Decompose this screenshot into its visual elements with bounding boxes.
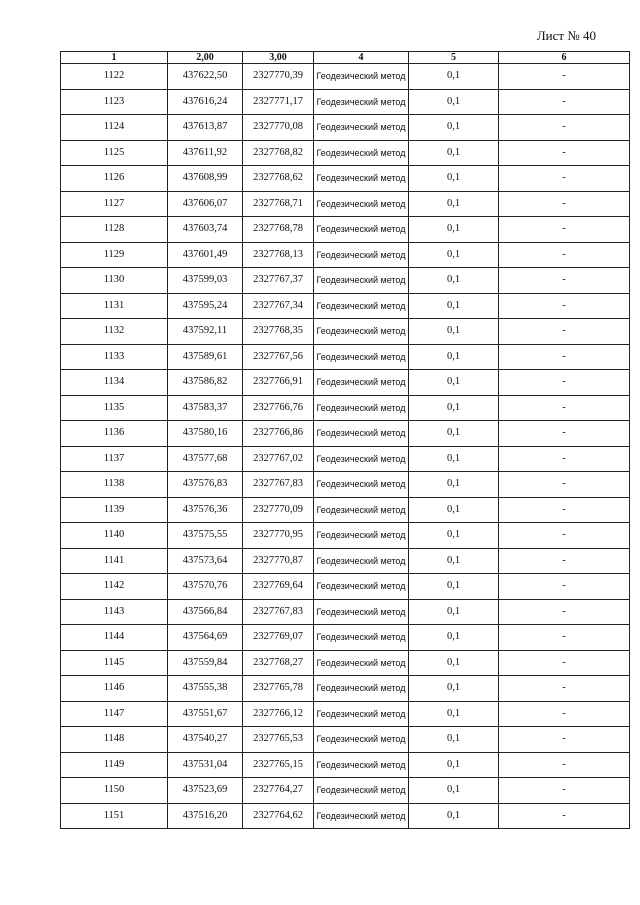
point-number-cell: 1141 — [61, 548, 168, 574]
table-row — [61, 727, 630, 753]
y-coordinate-cell: 2327766,12 — [243, 701, 314, 727]
y-coordinate-cell: 2327770,08 — [243, 115, 314, 141]
table-row — [61, 701, 630, 727]
y-coordinate-cell: 2327764,27 — [243, 778, 314, 804]
table-row — [61, 548, 630, 574]
accuracy-cell: 0,1 — [409, 64, 499, 90]
sheet-number: Лист № 40 — [536, 28, 596, 43]
accuracy-cell: 0,1 — [409, 803, 499, 829]
note-cell: - — [499, 293, 630, 319]
table-row — [61, 217, 630, 243]
accuracy-cell: 0,1 — [409, 472, 499, 498]
y-coordinate-cell: 2327768,35 — [243, 319, 314, 345]
y-coordinate-cell: 2327765,78 — [243, 676, 314, 702]
table-row — [61, 89, 630, 115]
method-cell: Геодезический метод — [314, 803, 409, 829]
note-cell: - — [499, 472, 630, 498]
point-number-cell: 1124 — [61, 115, 168, 141]
x-coordinate-cell: 437531,04 — [168, 752, 243, 778]
method-cell: Геодезический метод — [314, 599, 409, 625]
y-coordinate-cell: 2327765,53 — [243, 727, 314, 753]
y-coordinate-cell: 2327771,17 — [243, 89, 314, 115]
accuracy-cell: 0,1 — [409, 268, 499, 294]
method-cell: Геодезический метод — [314, 115, 409, 141]
table-row — [61, 599, 630, 625]
y-coordinate-cell: 2327768,71 — [243, 191, 314, 217]
x-coordinate-cell: 437589,61 — [168, 344, 243, 370]
accuracy-cell: 0,1 — [409, 752, 499, 778]
table-row — [61, 319, 630, 345]
method-cell: Геодезический метод — [314, 140, 409, 166]
note-cell: - — [499, 166, 630, 192]
x-coordinate-cell: 437570,76 — [168, 574, 243, 600]
y-coordinate-cell: 2327767,56 — [243, 344, 314, 370]
table-row — [61, 752, 630, 778]
method-cell: Геодезический метод — [314, 421, 409, 447]
x-coordinate-cell: 437576,83 — [168, 472, 243, 498]
accuracy-cell: 0,1 — [409, 548, 499, 574]
note-cell: - — [499, 64, 630, 90]
table-row — [61, 803, 630, 829]
method-cell: Геодезический метод — [314, 242, 409, 268]
note-cell: - — [499, 701, 630, 727]
x-coordinate-cell: 437603,74 — [168, 217, 243, 243]
point-number-cell: 1133 — [61, 344, 168, 370]
accuracy-cell: 0,1 — [409, 701, 499, 727]
note-cell: - — [499, 140, 630, 166]
note-cell: - — [499, 344, 630, 370]
table-row — [61, 472, 630, 498]
y-coordinate-cell: 2327768,82 — [243, 140, 314, 166]
point-number-cell: 1147 — [61, 701, 168, 727]
point-number-cell: 1139 — [61, 497, 168, 523]
table-row — [61, 625, 630, 651]
point-number-cell: 1129 — [61, 242, 168, 268]
accuracy-cell: 0,1 — [409, 574, 499, 600]
point-number-cell: 1123 — [61, 89, 168, 115]
point-number-cell: 1130 — [61, 268, 168, 294]
point-number-cell: 1135 — [61, 395, 168, 421]
method-cell: Геодезический метод — [314, 268, 409, 294]
accuracy-cell: 0,1 — [409, 421, 499, 447]
y-coordinate-cell: 2327766,76 — [243, 395, 314, 421]
x-coordinate-cell: 437573,64 — [168, 548, 243, 574]
table-header-row — [61, 52, 630, 64]
x-coordinate-cell: 437611,92 — [168, 140, 243, 166]
x-coordinate-cell: 437576,36 — [168, 497, 243, 523]
method-cell: Геодезический метод — [314, 650, 409, 676]
x-coordinate-cell: 437577,68 — [168, 446, 243, 472]
table-row — [61, 421, 630, 447]
accuracy-cell: 0,1 — [409, 344, 499, 370]
y-coordinate-cell: 2327766,86 — [243, 421, 314, 447]
x-coordinate-cell: 437555,38 — [168, 676, 243, 702]
coordinates-table — [60, 51, 630, 829]
note-cell: - — [499, 421, 630, 447]
note-cell: - — [499, 115, 630, 141]
point-number-cell: 1131 — [61, 293, 168, 319]
accuracy-cell: 0,1 — [409, 497, 499, 523]
y-coordinate-cell: 2327768,78 — [243, 217, 314, 243]
table-row — [61, 140, 630, 166]
x-coordinate-cell: 437583,37 — [168, 395, 243, 421]
note-cell: - — [499, 268, 630, 294]
point-number-cell: 1151 — [61, 803, 168, 829]
column-header: 1 — [61, 52, 168, 64]
method-cell: Геодезический метод — [314, 676, 409, 702]
note-cell: - — [499, 497, 630, 523]
point-number-cell: 1127 — [61, 191, 168, 217]
point-number-cell: 1150 — [61, 778, 168, 804]
y-coordinate-cell: 2327766,91 — [243, 370, 314, 396]
point-number-cell: 1138 — [61, 472, 168, 498]
note-cell: - — [499, 242, 630, 268]
method-cell: Геодезический метод — [314, 574, 409, 600]
note-cell: - — [499, 548, 630, 574]
accuracy-cell: 0,1 — [409, 370, 499, 396]
accuracy-cell: 0,1 — [409, 523, 499, 549]
table-row — [61, 395, 630, 421]
x-coordinate-cell: 437608,99 — [168, 166, 243, 192]
table-row — [61, 650, 630, 676]
note-cell: - — [499, 89, 630, 115]
method-cell: Геодезический метод — [314, 89, 409, 115]
note-cell: - — [499, 319, 630, 345]
note-cell: - — [499, 599, 630, 625]
x-coordinate-cell: 437586,82 — [168, 370, 243, 396]
method-cell: Геодезический метод — [314, 370, 409, 396]
y-coordinate-cell: 2327770,95 — [243, 523, 314, 549]
method-cell: Геодезический метод — [314, 217, 409, 243]
x-coordinate-cell: 437540,27 — [168, 727, 243, 753]
table-row — [61, 268, 630, 294]
note-cell: - — [499, 676, 630, 702]
point-number-cell: 1136 — [61, 421, 168, 447]
x-coordinate-cell: 437595,24 — [168, 293, 243, 319]
x-coordinate-cell: 437592,11 — [168, 319, 243, 345]
table-body — [61, 64, 630, 829]
y-coordinate-cell: 2327770,87 — [243, 548, 314, 574]
table-row — [61, 191, 630, 217]
accuracy-cell: 0,1 — [409, 395, 499, 421]
y-coordinate-cell: 2327768,62 — [243, 166, 314, 192]
x-coordinate-cell: 437566,84 — [168, 599, 243, 625]
note-cell: - — [499, 778, 630, 804]
y-coordinate-cell: 2327767,34 — [243, 293, 314, 319]
method-cell: Геодезический метод — [314, 778, 409, 804]
x-coordinate-cell: 437606,07 — [168, 191, 243, 217]
accuracy-cell: 0,1 — [409, 676, 499, 702]
point-number-cell: 1142 — [61, 574, 168, 600]
x-coordinate-cell: 437622,50 — [168, 64, 243, 90]
note-cell: - — [499, 650, 630, 676]
x-coordinate-cell: 437559,84 — [168, 650, 243, 676]
point-number-cell: 1140 — [61, 523, 168, 549]
method-cell: Геодезический метод — [314, 752, 409, 778]
accuracy-cell: 0,1 — [409, 650, 499, 676]
note-cell: - — [499, 370, 630, 396]
method-cell: Геодезический метод — [314, 625, 409, 651]
x-coordinate-cell: 437601,49 — [168, 242, 243, 268]
table-row — [61, 293, 630, 319]
accuracy-cell: 0,1 — [409, 242, 499, 268]
x-coordinate-cell: 437551,67 — [168, 701, 243, 727]
method-cell: Геодезический метод — [314, 523, 409, 549]
point-number-cell: 1143 — [61, 599, 168, 625]
table-row — [61, 242, 630, 268]
y-coordinate-cell: 2327767,02 — [243, 446, 314, 472]
note-cell: - — [499, 625, 630, 651]
method-cell: Геодезический метод — [314, 344, 409, 370]
note-cell: - — [499, 217, 630, 243]
note-cell: - — [499, 523, 630, 549]
point-number-cell: 1125 — [61, 140, 168, 166]
point-number-cell: 1126 — [61, 166, 168, 192]
method-cell: Геодезический метод — [314, 319, 409, 345]
table-row — [61, 778, 630, 804]
method-cell: Геодезический метод — [314, 727, 409, 753]
note-cell: - — [499, 395, 630, 421]
point-number-cell: 1122 — [61, 64, 168, 90]
x-coordinate-cell: 437575,55 — [168, 523, 243, 549]
x-coordinate-cell: 437616,24 — [168, 89, 243, 115]
accuracy-cell: 0,1 — [409, 599, 499, 625]
column-header: 6 — [499, 52, 630, 64]
method-cell: Геодезический метод — [314, 701, 409, 727]
y-coordinate-cell: 2327767,37 — [243, 268, 314, 294]
x-coordinate-cell: 437523,69 — [168, 778, 243, 804]
accuracy-cell: 0,1 — [409, 166, 499, 192]
y-coordinate-cell: 2327770,09 — [243, 497, 314, 523]
point-number-cell: 1148 — [61, 727, 168, 753]
table-row — [61, 64, 630, 90]
accuracy-cell: 0,1 — [409, 727, 499, 753]
point-number-cell: 1128 — [61, 217, 168, 243]
point-number-cell: 1144 — [61, 625, 168, 651]
method-cell: Геодезический метод — [314, 472, 409, 498]
y-coordinate-cell: 2327767,83 — [243, 599, 314, 625]
x-coordinate-cell: 437599,03 — [168, 268, 243, 294]
accuracy-cell: 0,1 — [409, 625, 499, 651]
x-coordinate-cell: 437580,16 — [168, 421, 243, 447]
point-number-cell: 1149 — [61, 752, 168, 778]
column-header: 5 — [409, 52, 499, 64]
accuracy-cell: 0,1 — [409, 319, 499, 345]
note-cell: - — [499, 191, 630, 217]
y-coordinate-cell: 2327768,27 — [243, 650, 314, 676]
accuracy-cell: 0,1 — [409, 217, 499, 243]
point-number-cell: 1134 — [61, 370, 168, 396]
table-row — [61, 574, 630, 600]
method-cell: Геодезический метод — [314, 191, 409, 217]
y-coordinate-cell: 2327768,13 — [243, 242, 314, 268]
table-row — [61, 676, 630, 702]
method-cell: Геодезический метод — [314, 395, 409, 421]
method-cell: Геодезический метод — [314, 64, 409, 90]
accuracy-cell: 0,1 — [409, 115, 499, 141]
column-header: 4 — [314, 52, 409, 64]
y-coordinate-cell: 2327765,15 — [243, 752, 314, 778]
table-row — [61, 166, 630, 192]
method-cell: Геодезический метод — [314, 293, 409, 319]
point-number-cell: 1132 — [61, 319, 168, 345]
method-cell: Геодезический метод — [314, 497, 409, 523]
accuracy-cell: 0,1 — [409, 140, 499, 166]
table-row — [61, 497, 630, 523]
x-coordinate-cell: 437613,87 — [168, 115, 243, 141]
note-cell: - — [499, 727, 630, 753]
table-row — [61, 344, 630, 370]
y-coordinate-cell: 2327769,64 — [243, 574, 314, 600]
point-number-cell: 1137 — [61, 446, 168, 472]
table-row — [61, 370, 630, 396]
column-header: 3,00 — [243, 52, 314, 64]
method-cell: Геодезический метод — [314, 446, 409, 472]
x-coordinate-cell: 437564,69 — [168, 625, 243, 651]
note-cell: - — [499, 574, 630, 600]
y-coordinate-cell: 2327764,62 — [243, 803, 314, 829]
y-coordinate-cell: 2327769,07 — [243, 625, 314, 651]
note-cell: - — [499, 446, 630, 472]
accuracy-cell: 0,1 — [409, 191, 499, 217]
accuracy-cell: 0,1 — [409, 293, 499, 319]
method-cell: Геодезический метод — [314, 166, 409, 192]
table-row — [61, 523, 630, 549]
x-coordinate-cell: 437516,20 — [168, 803, 243, 829]
table-row — [61, 446, 630, 472]
note-cell: - — [499, 752, 630, 778]
y-coordinate-cell: 2327770,39 — [243, 64, 314, 90]
table-row — [61, 115, 630, 141]
accuracy-cell: 0,1 — [409, 778, 499, 804]
y-coordinate-cell: 2327767,83 — [243, 472, 314, 498]
point-number-cell: 1145 — [61, 650, 168, 676]
column-header: 2,00 — [168, 52, 243, 64]
note-cell: - — [499, 803, 630, 829]
accuracy-cell: 0,1 — [409, 89, 499, 115]
accuracy-cell: 0,1 — [409, 446, 499, 472]
method-cell: Геодезический метод — [314, 548, 409, 574]
point-number-cell: 1146 — [61, 676, 168, 702]
